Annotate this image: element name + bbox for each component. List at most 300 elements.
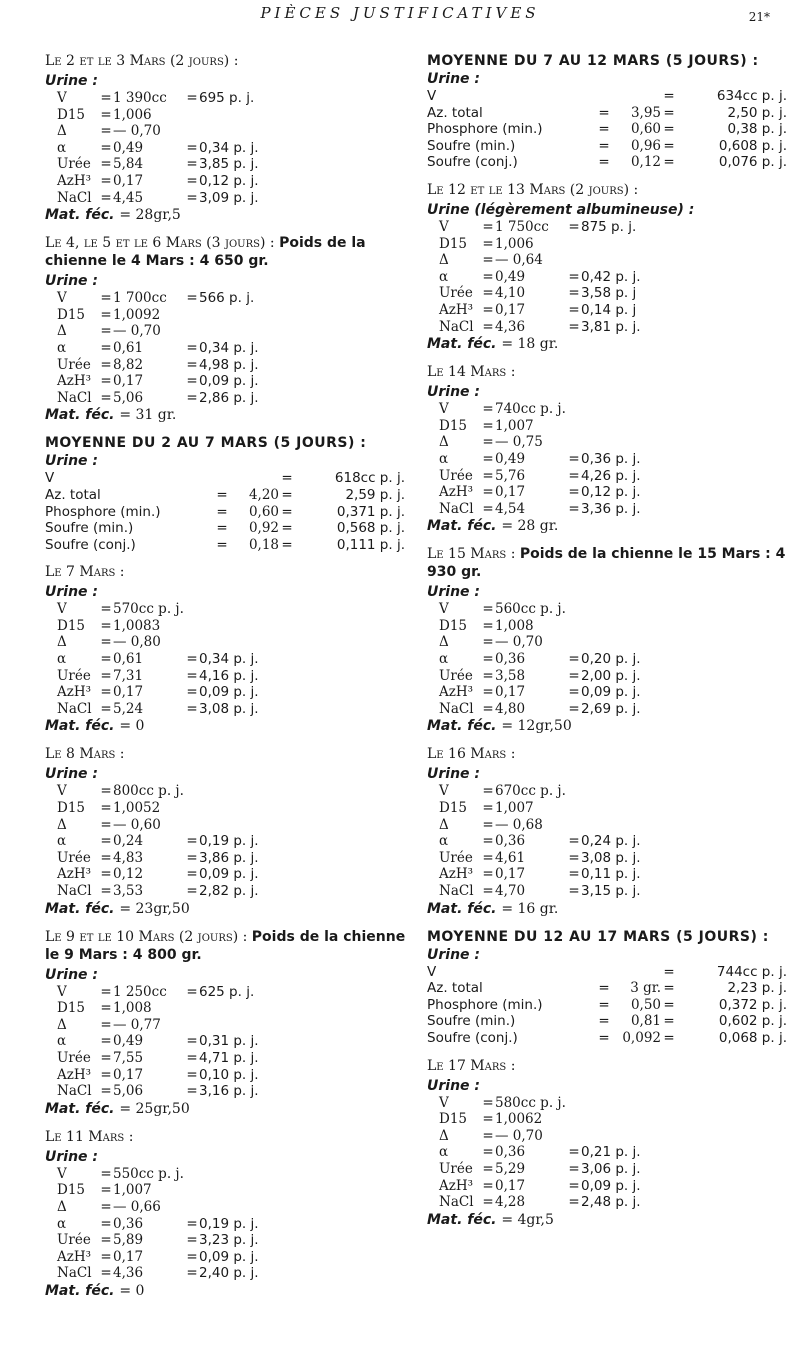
equals-sign: =	[100, 1215, 112, 1232]
row-label: V	[427, 88, 437, 104]
row-label: Δ	[57, 123, 67, 140]
data-row	[427, 601, 797, 618]
equals-sign: =	[568, 484, 580, 501]
row-label: NaCl	[439, 883, 474, 899]
date-heading: Le 8 Mars :	[45, 746, 125, 763]
feces-line	[427, 717, 797, 735]
equals-sign: =	[186, 1248, 198, 1265]
data-row	[427, 850, 797, 867]
equals-sign: =	[100, 983, 112, 1000]
day-section	[427, 363, 797, 535]
row-value: — 0,64	[495, 252, 543, 269]
row-value	[611, 88, 661, 105]
data-row	[427, 1030, 797, 1047]
row-per-day: 3,58 p. j	[581, 285, 637, 302]
data-row	[45, 800, 415, 817]
section-title	[45, 1128, 415, 1146]
feces-line	[45, 1100, 415, 1118]
equals-sign: =	[482, 667, 494, 684]
data-row	[427, 1178, 797, 1195]
row-value: 0,96	[630, 137, 661, 154]
data-row	[45, 1182, 415, 1199]
feces-value: = 25gr,50	[119, 1100, 190, 1117]
row-per-day: 2,86 p. j.	[199, 389, 259, 406]
data-row	[427, 668, 797, 685]
equals-sign: =	[482, 417, 494, 434]
equals-sign: =	[100, 601, 112, 618]
section-title	[45, 745, 415, 763]
row-per-day: 0,068 p. j.	[718, 1029, 787, 1046]
equals-sign: =	[482, 318, 494, 335]
data-row	[45, 90, 415, 107]
data-row	[427, 468, 797, 485]
equals-sign: =	[100, 123, 112, 140]
equals-sign: =	[100, 1165, 112, 1182]
row-value: 570cc p. j.	[113, 601, 184, 618]
date-heading: Le 11 Mars :	[45, 1128, 134, 1145]
row-per-day: 3,08 p. j.	[581, 849, 641, 866]
row-value: 4,70	[495, 883, 526, 899]
left-column	[45, 52, 415, 1310]
day-section	[427, 745, 797, 917]
equals-sign: =	[100, 634, 112, 651]
equals-sign: =	[482, 285, 494, 302]
row-per-day: 0,09 p. j.	[581, 1177, 641, 1194]
equals-sign	[567, 1095, 581, 1112]
row-per-day: 0,19 p. j.	[199, 833, 259, 850]
row-value: 0,18	[248, 536, 279, 553]
feces-value: = 23gr,50	[119, 900, 190, 917]
equals-sign: =	[482, 1094, 494, 1111]
row-value: 4,20	[248, 486, 279, 503]
equals-sign: =	[100, 373, 112, 390]
equals-sign: =	[100, 1083, 112, 1100]
equals-sign: =	[100, 1248, 112, 1265]
data-row	[427, 302, 797, 319]
section-title	[427, 745, 797, 763]
row-value: 5,06	[113, 1083, 144, 1100]
mean-section	[427, 52, 797, 171]
row-label: Az. total	[427, 980, 483, 997]
equals-sign: =	[100, 667, 112, 684]
equals-sign: =	[100, 106, 112, 123]
row-value: 0,17	[113, 373, 144, 390]
feces-label: Mat. féc.	[45, 900, 120, 917]
data-row	[427, 997, 797, 1014]
equals-sign: =	[100, 1033, 112, 1050]
equals-sign: =	[100, 156, 112, 173]
equals-sign: =	[186, 156, 198, 173]
row-per-day: 625 p. j.	[199, 983, 255, 1000]
feces-value: = 16 gr.	[501, 900, 559, 917]
equals-sign: =	[100, 783, 112, 800]
equals-sign: =	[663, 1029, 675, 1046]
equals-sign	[185, 601, 199, 618]
equals-sign: =	[482, 434, 494, 451]
row-value: — 0,77	[113, 1016, 161, 1033]
weight-note: Poids de la chienne le 9 Mars : 4 800 gr.	[45, 928, 406, 963]
section-title	[427, 1057, 797, 1075]
equals-sign: =	[482, 1194, 494, 1211]
equals-sign: =	[568, 268, 580, 285]
row-label: Soufre (min.)	[427, 137, 516, 154]
row-value: 5,84	[113, 156, 144, 173]
date-heading: Le 2 et le 3 Mars (2 jours) :	[45, 53, 239, 69]
day-section	[45, 1128, 415, 1300]
equals-sign: =	[100, 356, 112, 373]
row-value: 1,0083	[113, 617, 161, 634]
row-value: 0,50	[630, 996, 661, 1013]
day-section	[427, 181, 797, 353]
row-per-day: 0,608 p. j.	[718, 137, 787, 154]
row-value: 5,24	[113, 700, 144, 717]
row-label: NaCl	[57, 1265, 92, 1282]
row-label: Urée	[57, 1232, 91, 1249]
data-row	[427, 219, 797, 236]
row-label: α	[57, 1215, 67, 1232]
row-label: Az. total	[427, 104, 483, 121]
row-value: 4,36	[495, 318, 526, 335]
row-label: Urée	[439, 667, 473, 684]
row-per-day: 744cc p. j.	[716, 963, 787, 980]
equals-sign: =	[482, 800, 494, 817]
equals-sign: =	[482, 634, 494, 651]
feces-line	[427, 1211, 797, 1229]
row-label: D15	[57, 617, 86, 634]
equals-sign: =	[100, 883, 112, 899]
row-label: Δ	[57, 634, 67, 651]
section-title	[45, 563, 415, 581]
data-row	[45, 1017, 415, 1034]
equals-sign: =	[186, 866, 198, 883]
equals-sign: =	[186, 90, 198, 106]
row-per-day: 0,076 p. j.	[718, 154, 787, 171]
equals-sign: =	[663, 1013, 675, 1030]
data-row	[45, 1166, 415, 1183]
equals-sign: =	[568, 1144, 580, 1161]
row-label: D15	[439, 417, 468, 434]
row-label: Soufre (min.)	[45, 520, 134, 537]
row-value: 0,60	[248, 503, 279, 520]
data-row	[45, 1067, 415, 1084]
data-row	[45, 1050, 415, 1067]
data-row	[45, 520, 415, 537]
row-value: 0,17	[113, 1066, 144, 1083]
data-row	[427, 701, 797, 718]
data-row	[45, 1033, 415, 1050]
equals-sign	[185, 107, 199, 124]
equals-sign: =	[568, 1194, 580, 1211]
equals-sign	[567, 817, 581, 834]
row-value: 4,80	[495, 700, 526, 717]
data-row	[45, 1199, 415, 1216]
equals-sign: =	[186, 1083, 198, 1100]
equals-sign: =	[186, 667, 198, 684]
data-row	[45, 833, 415, 850]
row-per-day: 2,59 p. j.	[345, 486, 405, 503]
row-label: Az. total	[45, 486, 101, 503]
row-per-day: 0,34 p. j.	[199, 339, 259, 356]
equals-sign: =	[100, 1198, 112, 1215]
equals-sign: =	[598, 1029, 610, 1046]
row-label: NaCl	[57, 1083, 92, 1100]
row-label: V	[57, 90, 67, 106]
row-value: 800cc p. j.	[113, 783, 184, 800]
row-value: 0,61	[113, 339, 144, 356]
equals-sign: =	[186, 1215, 198, 1232]
equals-sign: =	[482, 301, 494, 318]
row-per-day: 634cc p. j.	[716, 88, 787, 104]
equals-sign: =	[598, 121, 610, 138]
row-label: V	[439, 1094, 449, 1111]
row-value: 560cc p. j.	[495, 601, 566, 618]
row-value: — 0,75	[495, 434, 543, 451]
equals-sign	[185, 1199, 199, 1216]
equals-sign: =	[482, 651, 494, 668]
row-label: AzH³	[57, 1066, 92, 1083]
row-per-day: 566 p. j.	[199, 290, 255, 307]
data-row	[427, 1013, 797, 1030]
row-value: 1 750cc	[495, 218, 549, 235]
section-title	[427, 181, 797, 199]
equals-sign: =	[186, 1066, 198, 1083]
equals-sign: =	[186, 849, 198, 866]
equals-sign: =	[568, 1177, 580, 1194]
data-row	[45, 156, 415, 173]
equals-sign: =	[100, 1066, 112, 1083]
equals-sign	[567, 236, 581, 253]
urine-label: Urine :	[427, 1077, 481, 1094]
equals-sign	[597, 88, 611, 105]
row-value	[611, 964, 661, 981]
row-label: Soufre (conj.)	[45, 536, 136, 553]
equals-sign: =	[100, 90, 112, 106]
row-label: AzH³	[57, 172, 92, 189]
row-per-day: 3,09 p. j.	[199, 189, 259, 206]
row-label: Δ	[57, 1198, 67, 1215]
row-label: D15	[57, 306, 86, 323]
data-row	[427, 484, 797, 501]
row-label: AzH³	[57, 684, 92, 701]
row-per-day: 3,08 p. j.	[199, 700, 259, 717]
data-row	[45, 390, 415, 407]
equals-sign: =	[216, 503, 228, 520]
equals-sign	[597, 964, 611, 981]
equals-sign: =	[482, 783, 494, 800]
row-label: V	[439, 601, 449, 618]
mean-section	[45, 434, 415, 553]
data-row	[427, 1144, 797, 1161]
row-value: 8,82	[113, 356, 144, 373]
row-label: Urée	[57, 156, 91, 173]
row-label: Soufre (conj.)	[427, 1029, 518, 1046]
row-label: α	[439, 833, 449, 850]
data-row	[45, 173, 415, 190]
equals-sign: =	[100, 306, 112, 323]
feces-value: = 0	[119, 718, 145, 735]
equals-sign: =	[100, 651, 112, 668]
row-value: 0,36	[495, 833, 526, 850]
row-per-day: 2,69 p. j.	[581, 700, 641, 717]
equals-sign: =	[100, 700, 112, 717]
row-value: — 0,80	[113, 634, 161, 651]
feces-line	[427, 517, 797, 535]
row-label: Urée	[57, 1049, 91, 1066]
data-row	[45, 1216, 415, 1233]
feces-value: = 28 gr.	[501, 518, 559, 535]
row-value: 5,06	[113, 389, 144, 406]
equals-sign: =	[568, 500, 580, 517]
row-label: Urée	[439, 285, 473, 302]
data-row	[45, 537, 415, 554]
data-row	[427, 252, 797, 269]
equals-sign: =	[186, 172, 198, 189]
equals-sign	[185, 1000, 199, 1017]
row-value: 0,49	[495, 268, 526, 285]
equals-sign: =	[186, 389, 198, 406]
data-row	[427, 684, 797, 701]
equals-sign: =	[663, 104, 675, 121]
row-per-day: 0,09 p. j.	[199, 684, 259, 701]
equals-sign: =	[216, 486, 228, 503]
row-value: 5,76	[495, 467, 526, 484]
equals-sign: =	[216, 536, 228, 553]
row-per-day: 0,09 p. j.	[199, 1248, 259, 1265]
equals-sign: =	[186, 684, 198, 701]
right-column	[427, 52, 797, 1239]
equals-sign: =	[100, 290, 112, 307]
equals-sign: =	[482, 883, 494, 899]
data-row	[45, 373, 415, 390]
row-per-day: 2,00 p. j.	[581, 667, 641, 684]
equals-sign	[185, 783, 199, 800]
urine-label: Urine :	[45, 766, 99, 783]
row-per-day: 875 p. j.	[581, 218, 637, 235]
equals-sign: =	[568, 849, 580, 866]
row-label: V	[439, 218, 449, 235]
feces-value: = 31 gr.	[119, 407, 177, 424]
row-value: 0,17	[495, 301, 526, 318]
row-per-day: 695 p. j.	[199, 90, 255, 106]
equals-sign: =	[568, 883, 580, 899]
row-label: Soufre (conj.)	[427, 154, 518, 171]
data-row	[427, 1111, 797, 1128]
urine-label: Urine :	[45, 1148, 99, 1165]
row-per-day: 0,14 p. j	[581, 301, 637, 318]
row-value: 7,55	[113, 1049, 144, 1066]
data-row	[427, 138, 797, 155]
row-value: 1,0052	[113, 800, 161, 817]
row-value: 1 250cc	[113, 983, 167, 1000]
equals-sign: =	[568, 866, 580, 883]
row-value: 4,83	[113, 849, 144, 866]
row-value: 5,29	[495, 1160, 526, 1177]
data-row	[427, 401, 797, 418]
data-row	[427, 434, 797, 451]
row-value: 5,89	[113, 1232, 144, 1249]
row-label: Phosphore (min.)	[427, 996, 543, 1013]
feces-value: = 12gr,50	[501, 718, 572, 735]
row-label: Urée	[439, 849, 473, 866]
row-value: 1,007	[113, 1182, 152, 1199]
equals-sign: =	[482, 401, 494, 418]
data-row	[427, 501, 797, 518]
data-row	[427, 236, 797, 253]
row-value: 1,007	[495, 417, 534, 434]
urine-label: Urine :	[45, 966, 99, 983]
row-label: V	[57, 983, 67, 1000]
row-per-day: 0,09 p. j.	[199, 373, 259, 390]
equals-sign: =	[482, 1144, 494, 1161]
row-per-day: 3,23 p. j.	[199, 1232, 259, 1249]
equals-sign: =	[568, 218, 580, 235]
data-row	[45, 783, 415, 800]
data-row	[427, 800, 797, 817]
row-label: V	[57, 1165, 67, 1182]
row-label: V	[57, 290, 67, 307]
day-section	[427, 545, 797, 735]
row-value: — 0,70	[495, 1127, 543, 1144]
section-title	[45, 928, 415, 964]
row-label: Soufre (min.)	[427, 1013, 516, 1030]
row-value: 0,36	[495, 1144, 526, 1161]
equals-sign	[567, 634, 581, 651]
feces-label: Mat. féc.	[427, 336, 502, 353]
equals-sign: =	[482, 450, 494, 467]
row-per-day: 0,31 p. j.	[199, 1033, 259, 1050]
feces-label: Mat. féc.	[45, 1282, 120, 1299]
data-row	[45, 866, 415, 883]
equals-sign: =	[186, 139, 198, 156]
row-value: 0,81	[630, 1013, 661, 1030]
date-heading: Le 15 Mars :	[427, 546, 520, 563]
equals-sign: =	[568, 285, 580, 302]
row-value: 3,58	[495, 667, 526, 684]
equals-sign: =	[186, 189, 198, 206]
equals-sign	[185, 1166, 199, 1183]
day-section	[45, 52, 415, 224]
section-title	[45, 52, 415, 70]
row-label: α	[439, 1144, 449, 1161]
row-value: 0,17	[495, 684, 526, 701]
row-label: α	[439, 651, 449, 668]
row-label: NaCl	[439, 1194, 474, 1211]
row-value: 4,45	[113, 189, 144, 206]
row-label: α	[57, 651, 67, 668]
equals-sign: =	[100, 189, 112, 206]
equals-sign: =	[568, 301, 580, 318]
equals-sign	[185, 123, 199, 140]
equals-sign: =	[568, 684, 580, 701]
data-row	[45, 684, 415, 701]
equals-sign: =	[482, 684, 494, 701]
equals-sign: =	[568, 318, 580, 335]
row-label: V	[57, 783, 67, 800]
row-label: D15	[439, 1111, 468, 1128]
date-heading: Le 4, le 5 et le 6 Mars (3 jours) :	[45, 235, 280, 252]
data-row	[45, 123, 415, 140]
running-title: PIÈCES JUSTIFICATIVES	[260, 4, 540, 22]
row-per-day: 3,06 p. j.	[581, 1160, 641, 1177]
row-per-day: 0,19 p. j.	[199, 1215, 259, 1232]
row-value: 1,0092	[113, 306, 161, 323]
row-value: 0,49	[113, 1033, 144, 1050]
row-value: 1,008	[113, 1000, 152, 1017]
equals-sign: =	[663, 121, 675, 138]
equals-sign: =	[598, 104, 610, 121]
equals-sign: =	[482, 1127, 494, 1144]
equals-sign: =	[598, 154, 610, 171]
